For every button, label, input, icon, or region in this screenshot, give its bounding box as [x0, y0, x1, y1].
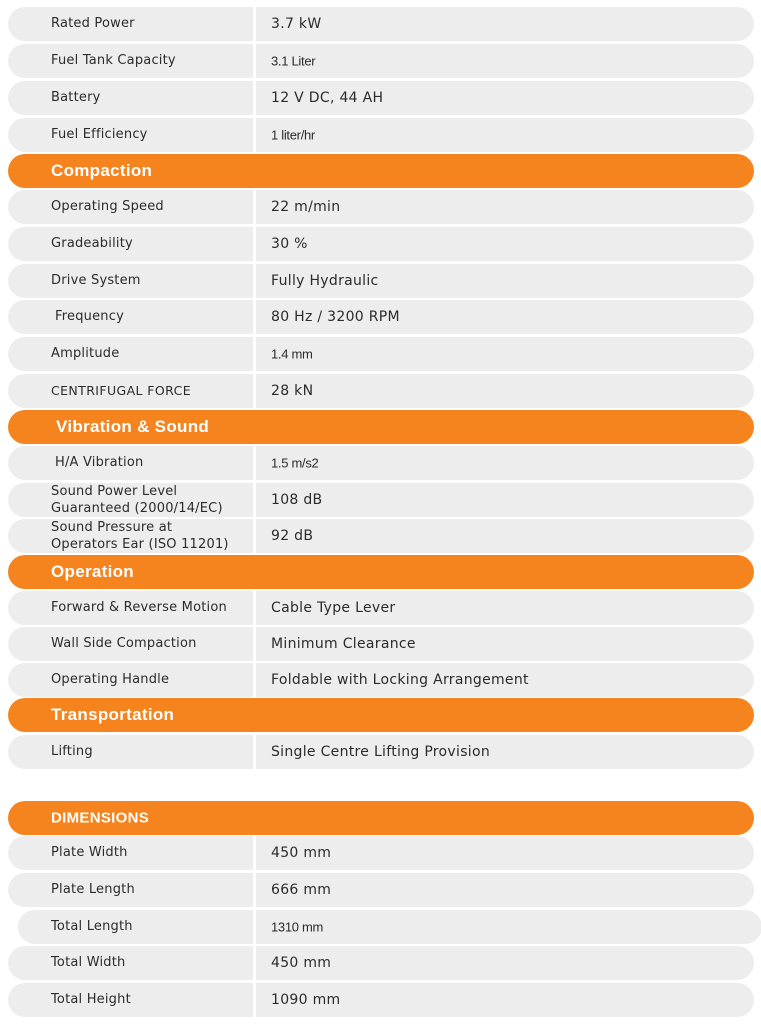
spec-value: 12 V DC, 44 AH: [271, 90, 384, 106]
spec-row: [8, 946, 754, 980]
divider: [253, 483, 256, 517]
spec-label: Total Height: [51, 992, 131, 1007]
divider: [253, 983, 256, 1017]
divider: [253, 264, 256, 298]
spec-value: 92 dB: [271, 528, 314, 544]
spec-label: Gradeability: [51, 236, 133, 251]
spec-row: [8, 983, 754, 1017]
spec-value: 1310 mm: [271, 919, 324, 935]
spec-label: Forward & Reverse Motion: [51, 600, 227, 615]
spec-row: [8, 300, 754, 334]
spec-row: [8, 190, 754, 224]
divider: [253, 374, 256, 408]
section-header-compaction: [8, 154, 754, 188]
spec-row: [8, 118, 754, 152]
divider: [253, 627, 256, 661]
spec-label: CENTRIFUGAL FORCE: [51, 383, 192, 398]
section-title: Transportation: [51, 705, 175, 724]
spec-value: 22 m/min: [271, 199, 341, 215]
divider: [253, 337, 256, 371]
divider: [253, 446, 256, 480]
divider: [253, 519, 256, 553]
section-header-transportation: [8, 698, 754, 732]
spec-value: 1.4 mm: [271, 346, 313, 362]
spec-row: [8, 735, 754, 769]
spec-value: Single Centre Lifting Provision: [271, 744, 491, 760]
spec-value: Minimum Clearance: [271, 636, 416, 652]
divider: [253, 591, 256, 625]
divider: [253, 190, 256, 224]
section-header-operation: [8, 555, 754, 589]
spec-value: Foldable with Locking Arrangement: [271, 672, 529, 688]
spec-row: [8, 591, 754, 625]
spec-row: [8, 374, 754, 408]
spec-row: [8, 81, 754, 115]
divider: [253, 300, 256, 334]
divider: [253, 946, 256, 980]
spec-value: 30 %: [271, 236, 308, 252]
spec-row: [8, 227, 754, 261]
divider: [253, 81, 256, 115]
spec-label: Operating Handle: [51, 672, 170, 687]
spec-value: 450 mm: [271, 955, 332, 971]
spec-value: 450 mm: [271, 845, 332, 861]
spec-label: H/A Vibration: [55, 455, 144, 470]
divider: [253, 227, 256, 261]
section-title: Operation: [51, 562, 134, 581]
spec-label: Rated Power: [51, 16, 135, 31]
spec-label: Fuel Tank Capacity: [51, 53, 176, 68]
spec-value: 1.5 m/s2: [271, 455, 319, 471]
spec-row: [8, 44, 754, 78]
spec-label: Operating Speed: [51, 199, 164, 214]
spec-label: Lifting: [51, 744, 93, 759]
spec-label: Drive System: [51, 273, 141, 288]
spec-label: Wall Side Compaction: [51, 636, 197, 651]
spec-row: [8, 873, 754, 907]
divider: [253, 44, 256, 78]
divider: [253, 663, 256, 697]
spec-label: Sound Power Level Guaranteed (2000/14/EC): [51, 484, 223, 516]
section-header-dimensions: [8, 801, 754, 835]
spec-value: 1 liter/hr: [271, 127, 315, 143]
spec-row: [8, 663, 754, 697]
spec-row: [8, 264, 754, 298]
spec-label: Plate Width: [51, 845, 128, 860]
spec-row: [8, 627, 754, 661]
spec-row: [8, 446, 754, 480]
spec-value: 28 kN: [271, 383, 314, 399]
spec-label: Battery: [51, 90, 101, 105]
section-title: Vibration & Sound: [56, 417, 210, 436]
spec-label: Fuel Efficiency: [51, 127, 148, 142]
spec-value: Cable Type Lever: [271, 600, 396, 616]
spec-value: 80 Hz / 3200 RPM: [271, 309, 400, 325]
spec-label: Total Width: [51, 955, 126, 970]
spec-row: [18, 910, 761, 944]
spec-value: 666 mm: [271, 882, 332, 898]
divider: [253, 118, 256, 152]
divider: [253, 910, 256, 944]
divider: [253, 735, 256, 769]
spec-row: [8, 519, 754, 553]
section-title: DIMENSIONS: [51, 809, 150, 827]
divider: [253, 7, 256, 41]
section-header-vibration: [8, 410, 754, 444]
spec-value: Fully Hydraulic: [271, 273, 379, 289]
divider: [253, 836, 256, 870]
spec-label: Sound Pressure at Operators Ear (ISO 11201): [51, 520, 229, 552]
spec-row: [8, 337, 754, 371]
spec-label: Frequency: [55, 309, 124, 324]
spec-value: 1090 mm: [271, 992, 341, 1008]
spec-value: 108 dB: [271, 492, 323, 508]
spec-label: Total Length: [51, 919, 133, 934]
spec-value: 3.7 kW: [271, 16, 322, 32]
section-title: Compaction: [51, 161, 153, 180]
spec-label: Plate Length: [51, 882, 135, 897]
spec-value: 3.1 Liter: [271, 53, 316, 69]
spec-label: Amplitude: [51, 346, 120, 361]
divider: [253, 873, 256, 907]
spec-row: [8, 836, 754, 870]
spec-row: [8, 7, 754, 41]
spec-row: [8, 483, 754, 517]
